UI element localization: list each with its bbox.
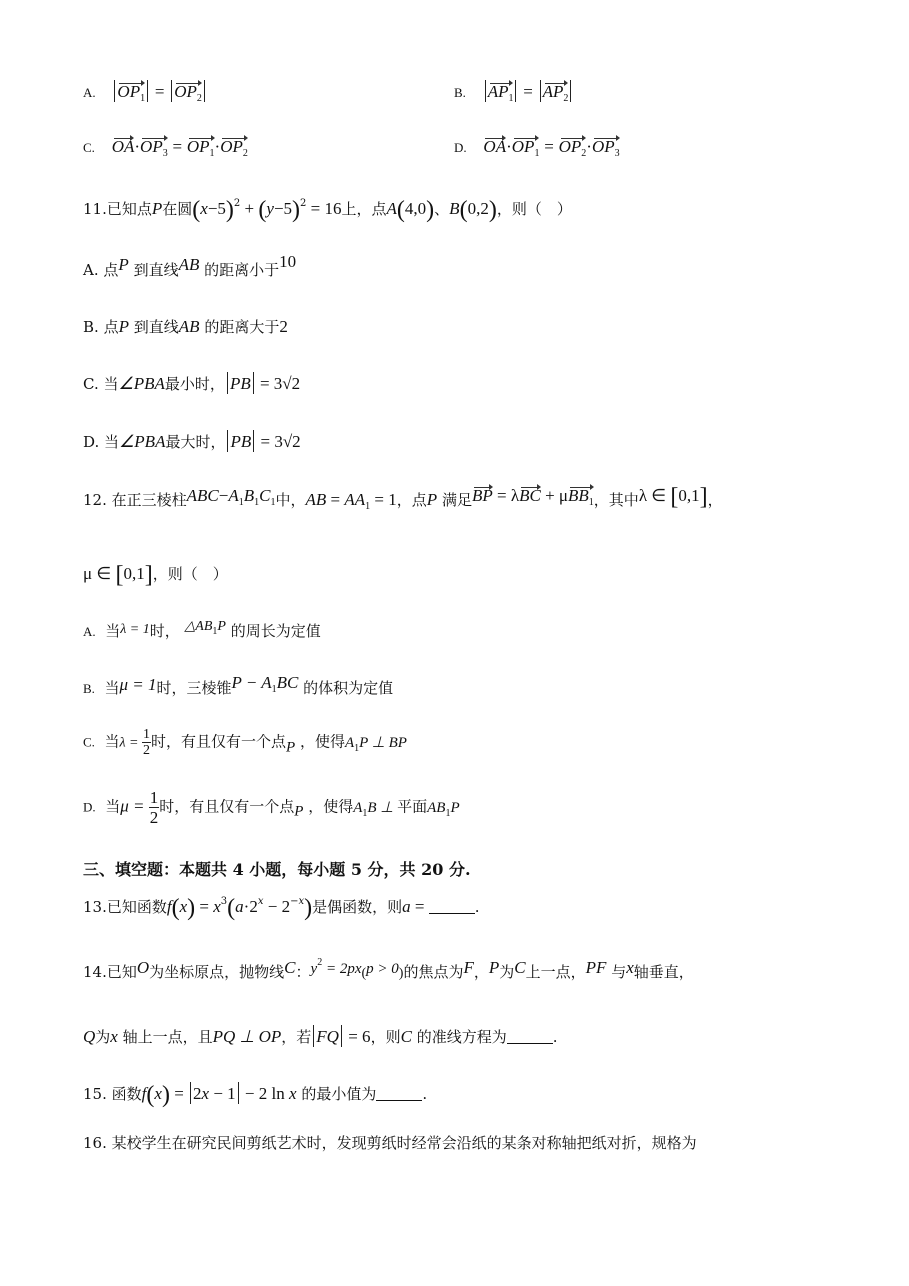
q11-stem: 11.已知点P在圆$(x-5)^2 + (y-5)^2 = 16$上，点A(4,0)、B(0,2)，则（ ） xyxy=(83,197,572,223)
question-number: 13. xyxy=(83,898,107,916)
q11-option-c: C. 当∠PBA最小时， PB = 3√2 xyxy=(83,374,301,393)
question-number: 15. xyxy=(83,1085,107,1103)
question-number: 16. xyxy=(83,1134,107,1152)
q15: 15. 函数f(x) = 2x − 1 − 2 ln x 的最小值为 . xyxy=(83,1082,428,1108)
q12-option-d: D. 当μ = $\frac{1}{2}$ 时，有且仅有一个点P ，使得$A_1B$ ⊥ 平面$AB_1P$ xyxy=(83,788,460,827)
q12-stem-cont: μ ∈ [0,1]，则（ ） xyxy=(83,562,228,588)
q11-option-b: B. 点P 到直线AB 的距离大于2 xyxy=(83,317,288,336)
answer-blank[interactable] xyxy=(376,1086,422,1101)
q10-option-a: A. $OP_1 = OP_2$ xyxy=(83,80,207,104)
q12-option-c: C. 当λ = $\frac{1}{2}$ 时，有且仅有一个点P ，使得$A_1P$ ⊥ BP xyxy=(83,727,407,758)
q12-stem: 12. 在正三棱柱$ABC-A_1B_1C_1$中，AB = $AA_1 = 1$，点P 满足BP = λBC + μBB$_1$，其中λ ∈ [0,1]， xyxy=(83,484,723,512)
q14: 14.已知O为坐标原点，抛物线C：$y^2 = 2px(p > 0)$的焦点为F，P为C上一点，PF 与x轴垂直， xyxy=(83,957,694,981)
question-number: 12. xyxy=(83,491,107,509)
question-number: 14. xyxy=(83,963,107,981)
q13: 13.已知函数$f(x) = x^3(a\cdot 2^x - 2^{-x})$是偶函数，则a = . xyxy=(83,895,480,921)
q10-option-d: D. $OA\cdot OP_1 = OP_2\cdot OP_3$ xyxy=(454,137,620,159)
math-expr: $OP_1$ xyxy=(117,82,146,104)
q12-option-a: A. 当λ = 1时， $\triangle AB_1P$ 的周长为定值 xyxy=(83,619,321,640)
answer-blank[interactable] xyxy=(429,899,475,914)
q16: 16. 某校学生在研究民间剪纸艺术时，发现剪纸时经常会沿纸的某条对称轴把纸对折，规格为 xyxy=(83,1134,697,1152)
q11-option-a: A. 点P 到直线AB 的距离小于10 xyxy=(83,252,297,279)
q14-cont: Q为x 轴上一点，且PQ ⊥ OP，若 FQ = 6，则C 的准线方程为 . xyxy=(83,1027,558,1046)
question-number: 11. xyxy=(83,200,107,218)
q10-option-b: B. $AP_1 = AP_2$ xyxy=(454,80,573,104)
option-label: A. xyxy=(83,85,96,100)
q10-option-c: C. $OA\cdot OP_3 = OP_1\cdot OP_2$ xyxy=(83,137,248,159)
section-heading: 三、填空题：本题共 4 小题，每小题 5 分，共 20 分. xyxy=(83,860,471,879)
q12-option-b: B. 当μ = 1时，三棱锥$P - A_1BC$ 的体积为定值 xyxy=(83,673,394,697)
answer-blank[interactable] xyxy=(507,1029,553,1044)
q11-option-d: D. 当∠PBA最大时， PB = 3√2 xyxy=(83,432,301,451)
